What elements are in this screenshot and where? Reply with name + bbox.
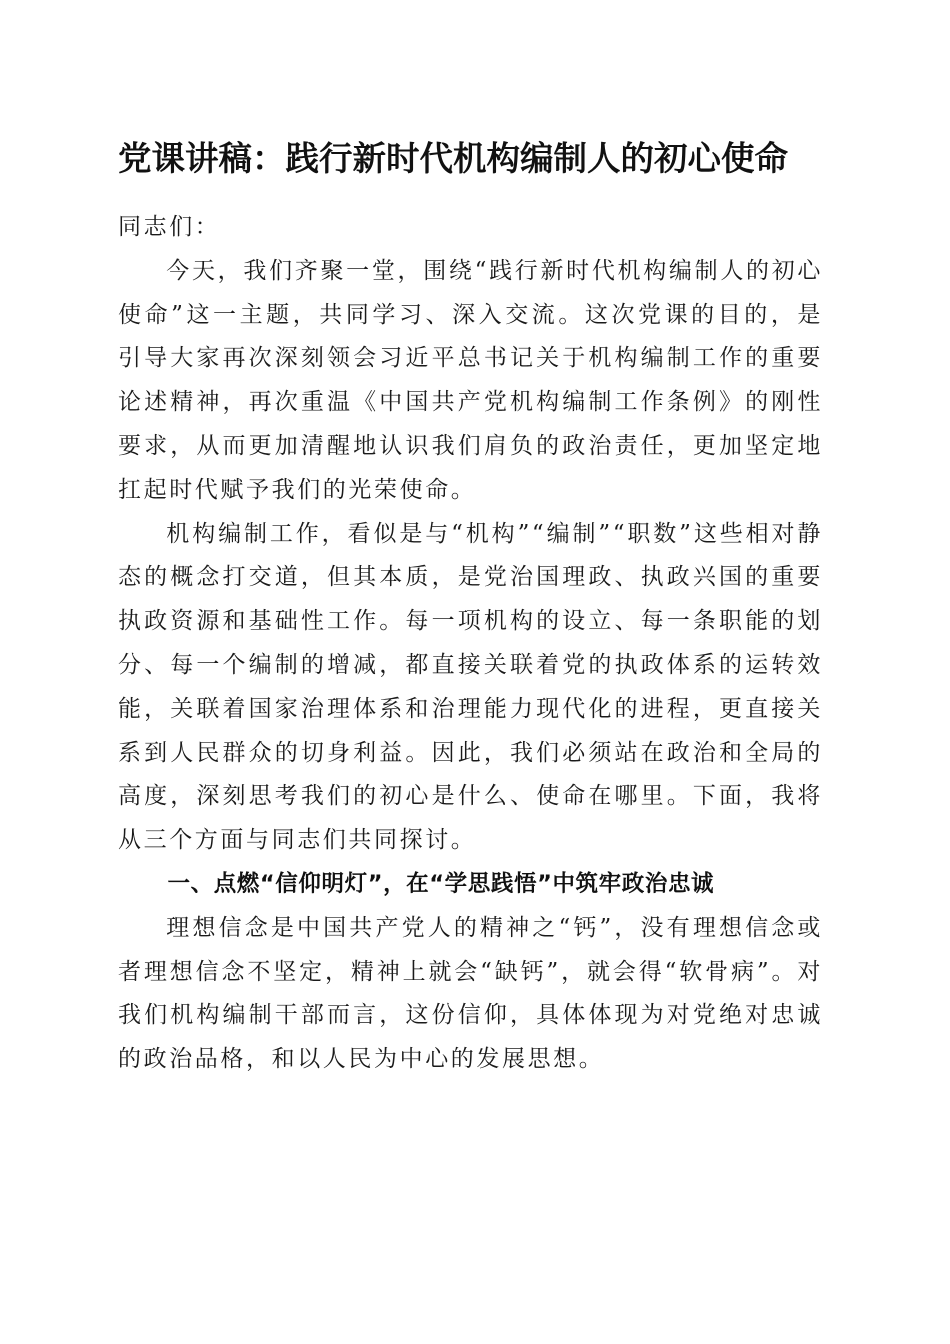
- document-title: 党课讲稿：践行新时代机构编制人的初心使命: [118, 139, 788, 178]
- paragraph-intro: 今天，我们齐聚一堂，围绕“践行新时代机构编制人的初心使命”这一主题，共同学习、深入交流。这次党课的目的，是引导大家再次深刻领会习近平总书记关于机构编制工作的重要论述精神，再次重温《中国共产党机构编制工作条例》的刚性要求，从而更加清醒地认识我们肩负的政治责任，更加坚定地扛起时代赋予我们的光荣使命。: [118, 257, 823, 503]
- greeting: 同志们：: [118, 214, 221, 240]
- paragraph-overview: 机构编制工作，看似是与“机构”“编制”“职数”这些相对静态的概念打交道，但其本质，是党治国理政、执政兴国的重要执政资源和基础性工作。每一项机构的设立、每一条职能的划分、每一个编制的增减，都直接关联着党的执政体系的运转效能，关联着国家治理体系和治理能力现代化的进程，更直接关系到人民群众的切身利益。因此，我们必须站在政治和全局的高度，深刻思考我们的初心是什么、使命在哪里。下面，我将从三个方面与同志们共同探讨。: [118, 520, 823, 854]
- section-1-paragraph: 理想信念是中国共产党人的精神之“钙”，没有理想信念或者理想信念不坚定，精神上就会“缺钙”，就会得“软骨病”。对我们机构编制干部而言，这份信仰，具体体现为对党绝对忠诚的政治品格，和以人民为中心的发展思想。: [118, 914, 823, 1073]
- document-body: [118, 206, 823, 1082]
- section-heading-1: 一、点燃“信仰明灯”，在“学思践悟”中筑牢政治忠诚: [167, 870, 715, 897]
